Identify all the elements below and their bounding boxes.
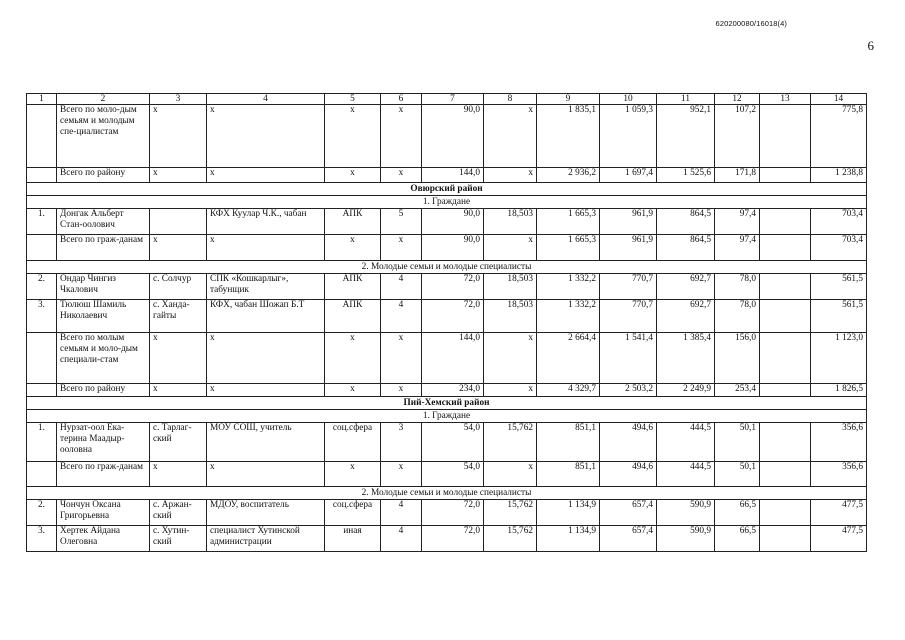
table-cell: 703,4 xyxy=(811,235,867,261)
table-cell: КФХ Куулар Ч.К., чабан xyxy=(207,209,325,235)
table-cell: 3 xyxy=(381,423,422,462)
table-cell: 561,5 xyxy=(811,300,867,333)
table-cell: Чончун Оксана Григорьевна xyxy=(57,500,150,526)
table-cell: 1 238,8 xyxy=(811,168,867,183)
table-cell: 1 525,6 xyxy=(657,168,715,183)
table-cell: 156,0 xyxy=(715,333,760,384)
column-number: 11 xyxy=(657,94,715,105)
table-cell xyxy=(760,105,811,168)
table-cell: 78,0 xyxy=(715,300,760,333)
column-number: 9 xyxy=(537,94,600,105)
table-cell: 66,5 xyxy=(715,526,760,552)
table-cell: с. Аржан-ский xyxy=(150,500,207,526)
table-cell: 1. xyxy=(27,423,57,462)
table-cell: 770,7 xyxy=(600,274,657,300)
table-cell: х xyxy=(381,462,422,487)
table-cell: 494,6 xyxy=(600,423,657,462)
column-number: 4 xyxy=(207,94,325,105)
table-cell: 1 134,9 xyxy=(537,500,600,526)
table-cell: х xyxy=(207,168,325,183)
table-cell: Всего по району xyxy=(57,168,150,183)
table-cell: Всего по граж-данам xyxy=(57,235,150,261)
table-cell: х xyxy=(325,333,381,384)
table-cell: 15,762 xyxy=(484,526,537,552)
table-row xyxy=(27,274,867,300)
column-number: 12 xyxy=(715,94,760,105)
category-title: 2. Молодые семьи и молодые специалисты xyxy=(27,261,867,274)
table-cell: х xyxy=(150,384,207,397)
table-cell: 72,0 xyxy=(422,274,484,300)
table-row xyxy=(27,209,867,235)
district-title: Пий-Хемский район xyxy=(27,397,867,410)
table-cell: 144,0 xyxy=(422,333,484,384)
table-cell: 54,0 xyxy=(422,462,484,487)
table-cell xyxy=(760,384,811,397)
table-cell: 2. xyxy=(27,274,57,300)
table-cell xyxy=(27,384,57,397)
category-header-row xyxy=(27,261,867,274)
table-cell: 477,5 xyxy=(811,500,867,526)
table-cell: 72,0 xyxy=(422,526,484,552)
allocation-table xyxy=(26,93,867,552)
table-cell: 50,1 xyxy=(715,423,760,462)
table-cell: 1 665,3 xyxy=(537,209,600,235)
table-cell: х xyxy=(207,384,325,397)
table-cell xyxy=(27,333,57,384)
table-cell: Всего по району xyxy=(57,384,150,397)
table-cell: 2. xyxy=(27,500,57,526)
table-cell: х xyxy=(207,235,325,261)
table-cell: х xyxy=(484,105,537,168)
table-cell: х xyxy=(150,462,207,487)
table-cell: Донгак Альберт Стан-оолович xyxy=(57,209,150,235)
table-cell: АПК xyxy=(325,300,381,333)
table-cell xyxy=(760,209,811,235)
table-cell: х xyxy=(207,105,325,168)
column-number: 8 xyxy=(484,94,537,105)
table-cell: Всего по моло-дым семьям и молодым спе-циалистам xyxy=(57,105,150,168)
table-cell: 4 xyxy=(381,274,422,300)
table-cell: 72,0 xyxy=(422,300,484,333)
table-cell: 97,4 xyxy=(715,209,760,235)
table-cell: 50,1 xyxy=(715,462,760,487)
table-cell: 1. xyxy=(27,209,57,235)
table-cell: 1 835,1 xyxy=(537,105,600,168)
table-cell: 356,6 xyxy=(811,462,867,487)
table-cell: с. Солчур xyxy=(150,274,207,300)
table-cell: 864,5 xyxy=(657,235,715,261)
table-cell: х xyxy=(484,462,537,487)
table-cell: 78,0 xyxy=(715,274,760,300)
table-cell: 770,7 xyxy=(600,300,657,333)
table-cell: 1 332,2 xyxy=(537,300,600,333)
table-cell: 494,6 xyxy=(600,462,657,487)
table-cell xyxy=(760,333,811,384)
column-number: 5 xyxy=(325,94,381,105)
table-cell: 952,1 xyxy=(657,105,715,168)
table-cell: с. Ханда-гайты xyxy=(150,300,207,333)
category-header-row xyxy=(27,196,867,209)
table-cell: 590,9 xyxy=(657,500,715,526)
table-cell: 851,1 xyxy=(537,462,600,487)
table-cell: х xyxy=(484,235,537,261)
table-row xyxy=(27,462,867,487)
table-cell xyxy=(27,235,57,261)
table-cell: иная xyxy=(325,526,381,552)
table-cell xyxy=(760,500,811,526)
table-row xyxy=(27,235,867,261)
table-cell: х xyxy=(381,235,422,261)
table-cell: 107,2 xyxy=(715,105,760,168)
table-cell: 775,8 xyxy=(811,105,867,168)
table-cell: с. Хутин-ский xyxy=(150,526,207,552)
table-cell: х xyxy=(150,235,207,261)
table-cell: 2 249,9 xyxy=(657,384,715,397)
table-cell xyxy=(760,526,811,552)
table-cell xyxy=(760,168,811,183)
table-cell: х xyxy=(325,105,381,168)
table-cell: Тюлюш Шамиль Николаевич xyxy=(57,300,150,333)
table-cell: 851,1 xyxy=(537,423,600,462)
column-number: 2 xyxy=(57,94,150,105)
table-cell: 1 134,9 xyxy=(537,526,600,552)
category-title: 2. Молодые семьи и молодые специалисты xyxy=(27,487,867,500)
table-row xyxy=(27,333,867,384)
table-cell: х xyxy=(150,168,207,183)
table-cell: 15,762 xyxy=(484,500,537,526)
table-cell xyxy=(27,168,57,183)
category-header-row xyxy=(27,410,867,423)
table-row xyxy=(27,168,867,183)
table-cell: 18,503 xyxy=(484,300,537,333)
table-cell: 444,5 xyxy=(657,423,715,462)
table-cell: 1 385,4 xyxy=(657,333,715,384)
table-cell: 4 xyxy=(381,500,422,526)
table-cell xyxy=(150,209,207,235)
column-number: 6 xyxy=(381,94,422,105)
table-cell: х xyxy=(325,235,381,261)
table-cell: 864,5 xyxy=(657,209,715,235)
table-cell xyxy=(760,462,811,487)
table-cell: соц.сфера xyxy=(325,423,381,462)
table-cell: х xyxy=(484,384,537,397)
column-number: 1 xyxy=(27,94,57,105)
table-cell: х xyxy=(484,333,537,384)
table-cell: 234,0 xyxy=(422,384,484,397)
table-cell: МДОУ, воспитатель xyxy=(207,500,325,526)
table-row xyxy=(27,384,867,397)
category-title: 1. Граждане xyxy=(27,196,867,209)
table-cell: 3. xyxy=(27,300,57,333)
table-cell: 961,9 xyxy=(600,209,657,235)
table-row xyxy=(27,526,867,552)
table-cell: 1 541,4 xyxy=(600,333,657,384)
column-number: 10 xyxy=(600,94,657,105)
table-cell: 657,4 xyxy=(600,500,657,526)
table-cell: 4 329,7 xyxy=(537,384,600,397)
page-number: 6 xyxy=(867,38,874,53)
table-cell: соц.сфера xyxy=(325,500,381,526)
table-cell: СПК «Кошкарлыг», табунщик xyxy=(207,274,325,300)
table-cell: Всего по молым семьям и моло-дым специали-стам xyxy=(57,333,150,384)
table-cell xyxy=(760,235,811,261)
table-cell: 703,4 xyxy=(811,209,867,235)
category-header-row xyxy=(27,487,867,500)
table-cell: х xyxy=(484,168,537,183)
table-cell xyxy=(760,300,811,333)
table-cell: 72,0 xyxy=(422,500,484,526)
table-cell: 961,9 xyxy=(600,235,657,261)
table-cell: 356,6 xyxy=(811,423,867,462)
column-number: 13 xyxy=(760,94,811,105)
table-cell: 18,503 xyxy=(484,274,537,300)
column-number-row xyxy=(27,94,867,105)
table-cell: 590,9 xyxy=(657,526,715,552)
table-cell: х xyxy=(325,384,381,397)
table-cell: Ондар Чингиз Чкалович xyxy=(57,274,150,300)
table-cell: 3. xyxy=(27,526,57,552)
column-number: 3 xyxy=(150,94,207,105)
category-title: 1. Граждане xyxy=(27,410,867,423)
table-cell: 90,0 xyxy=(422,235,484,261)
table-cell: х xyxy=(207,333,325,384)
table-cell: х xyxy=(150,105,207,168)
table-cell: 54,0 xyxy=(422,423,484,462)
column-number: 7 xyxy=(422,94,484,105)
table-row xyxy=(27,500,867,526)
table-cell: 171,8 xyxy=(715,168,760,183)
table-cell: Нурзат-оол Ека-терина Маадыр-ооловна xyxy=(57,423,150,462)
table-cell: 66,5 xyxy=(715,500,760,526)
table-cell: 1 665,3 xyxy=(537,235,600,261)
table-cell: 692,7 xyxy=(657,274,715,300)
table-row xyxy=(27,300,867,333)
table-cell: с. Тарлаг-ский xyxy=(150,423,207,462)
table-cell: КФХ, чабан Шожап Б.Т xyxy=(207,300,325,333)
column-number: 14 xyxy=(811,94,867,105)
table-cell xyxy=(760,274,811,300)
table-cell: 15,762 xyxy=(484,423,537,462)
district-header-row xyxy=(27,397,867,410)
table-cell: 2 664,4 xyxy=(537,333,600,384)
document-code: 620200080/16018(4) xyxy=(715,19,787,28)
table-cell: 477,5 xyxy=(811,526,867,552)
table-cell: 4 xyxy=(381,526,422,552)
table-cell: Хертек Айдана Олеговна xyxy=(57,526,150,552)
table-row xyxy=(27,105,867,168)
table-cell: 253,4 xyxy=(715,384,760,397)
table-cell: х xyxy=(381,168,422,183)
table-cell: 90,0 xyxy=(422,209,484,235)
table-cell: х xyxy=(381,105,422,168)
table-cell: х xyxy=(150,333,207,384)
table-cell xyxy=(27,105,57,168)
table-cell: 1 332,2 xyxy=(537,274,600,300)
table-cell: х xyxy=(325,168,381,183)
table-cell: 18,503 xyxy=(484,209,537,235)
table-cell: АПК xyxy=(325,209,381,235)
table-cell: 5 xyxy=(381,209,422,235)
table-cell: МОУ СОШ, учитель xyxy=(207,423,325,462)
table-cell: 144,0 xyxy=(422,168,484,183)
table-cell: 1 123,0 xyxy=(811,333,867,384)
table-cell: 97,4 xyxy=(715,235,760,261)
table-cell: 90,0 xyxy=(422,105,484,168)
table-cell: х xyxy=(381,384,422,397)
table-cell: 1 059,3 xyxy=(600,105,657,168)
table-cell: 444,5 xyxy=(657,462,715,487)
table-cell: АПК xyxy=(325,274,381,300)
table-cell xyxy=(27,462,57,487)
table-cell: 2 503,2 xyxy=(600,384,657,397)
table-cell: специалист Хутинской администрации xyxy=(207,526,325,552)
table-cell: х xyxy=(325,462,381,487)
table-cell xyxy=(760,423,811,462)
table-row xyxy=(27,423,867,462)
table-cell: 1 826,5 xyxy=(811,384,867,397)
table-cell: 4 xyxy=(381,300,422,333)
table-cell: 1 697,4 xyxy=(600,168,657,183)
table-cell: х xyxy=(381,333,422,384)
district-title: Овюрский район xyxy=(27,183,867,196)
table-cell: 692,7 xyxy=(657,300,715,333)
table-cell: Всего по граж-данам xyxy=(57,462,150,487)
table-cell: 561,5 xyxy=(811,274,867,300)
table-cell: 657,4 xyxy=(600,526,657,552)
table-cell: 2 936,2 xyxy=(537,168,600,183)
district-header-row xyxy=(27,183,867,196)
table-cell: х xyxy=(207,462,325,487)
